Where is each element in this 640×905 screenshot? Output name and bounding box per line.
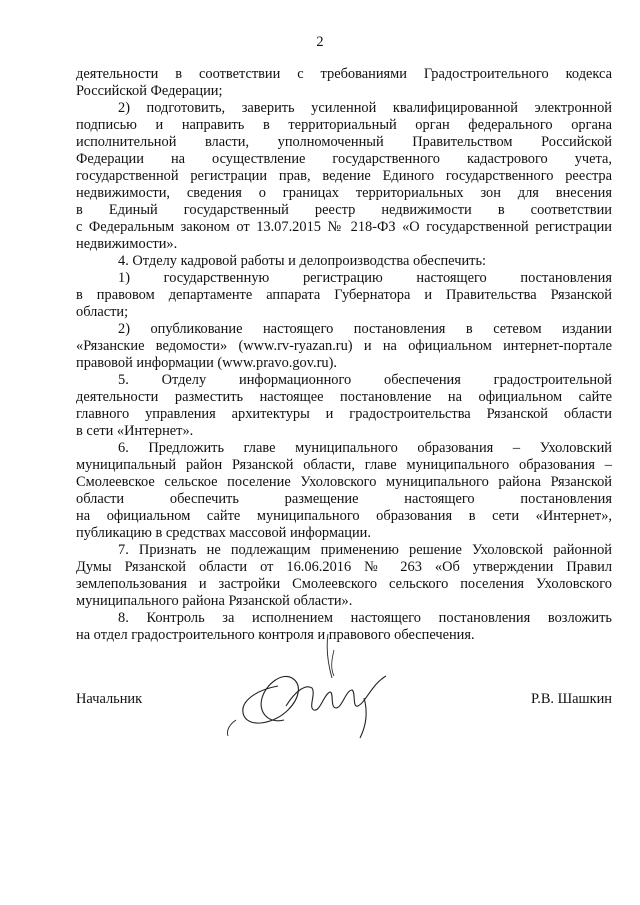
signatory-title: Начальник [76,691,143,707]
text-line: 4. Отделу кадровой работы и делопроизводства обеспечить: [118,253,486,269]
text-line: деятельности разместить настоящее постановление на официальном сайте [76,389,612,405]
page-number: 2 [316,34,324,50]
text-line: в сети «Интернет». [76,423,194,439]
text-line: на официальном сайте муниципального образования в сети «Интернет», [76,508,612,524]
text-line: публикацию в средствах массовой информации. [76,525,371,541]
text-line: правовой информации (www.pravo.gov.ru). [76,355,337,371]
text-line: с Федеральным законом от 13.07.2015 № 218-ФЗ «О государственной регистрации [76,219,612,235]
text-line: главного управления архитектуры и градостроительства Рязанской области [76,406,612,422]
text-line: 2) подготовить, заверить усиленной квалифицированной электронной [118,100,612,116]
text-line: деятельности в соответствии с требованиями Градостроительного кодекса [76,66,612,82]
text-line: «Рязанские ведомости» (www.rv-ryazan.ru) и на официальном интернет-портале [76,338,612,354]
handwritten-signature [216,628,406,748]
document-body [76,66,612,644]
text-line: муниципальный район Рязанской области, главе муниципального образования – [76,457,612,473]
text-line: Смолеевское сельское поселение Ухоловского муниципального района Рязанской [76,474,612,490]
text-line: 6. Предложить главе муниципального образования – Ухоловский [118,440,612,456]
text-line: Российской Федерации; [76,83,223,99]
signatory-name: Р.В. Шашкин [531,691,612,707]
text-line: 2) опубликование настоящего постановления в сетевом издании [118,321,612,337]
text-line: Думы Рязанской области от 16.06.2016 № 263 «Об утверждении Правил [76,559,612,575]
text-line: недвижимости». [76,236,178,252]
text-line: исполнительной власти, уполномоченный Правительством Российской [76,134,612,150]
text-line: государственной регистрации прав, ведение Единого государственного реестра [76,168,612,184]
text-line: 1) государственную регистрацию настоящего постановления [118,270,612,286]
text-line: 5. Отделу информационного обеспечения градостроительной [118,372,612,388]
text-line: в правовом департаменте аппарата Губернатора и Правительства Рязанской [76,287,612,303]
signature-row [76,691,612,711]
text-line: 7. Признать не подлежащим применению решение Ухоловской районной [118,542,612,558]
text-line: области обеспечить размещение настоящего постановления [76,491,612,507]
text-line: области; [76,304,129,320]
text-line: на отдел градостроительного контроля и правового обеспечения. [76,627,475,643]
text-line: недвижимости, сведения о границах территориальных зон для внесения [76,185,612,201]
text-line: 8. Контроль за исполнением настоящего постановления возложить [118,610,612,626]
text-line: Федерации на осуществление государственного кадастрового учета, [76,151,612,167]
text-line: подписью и направить в территориальный орган федерального органа [76,117,612,133]
text-line: в Единый государственный реестр недвижимости в соответствии [76,202,612,218]
text-line: муниципального района Рязанской области». [76,593,353,609]
text-line: землепользования и застройки Смолеевского сельского поселения Ухоловского [76,576,612,592]
